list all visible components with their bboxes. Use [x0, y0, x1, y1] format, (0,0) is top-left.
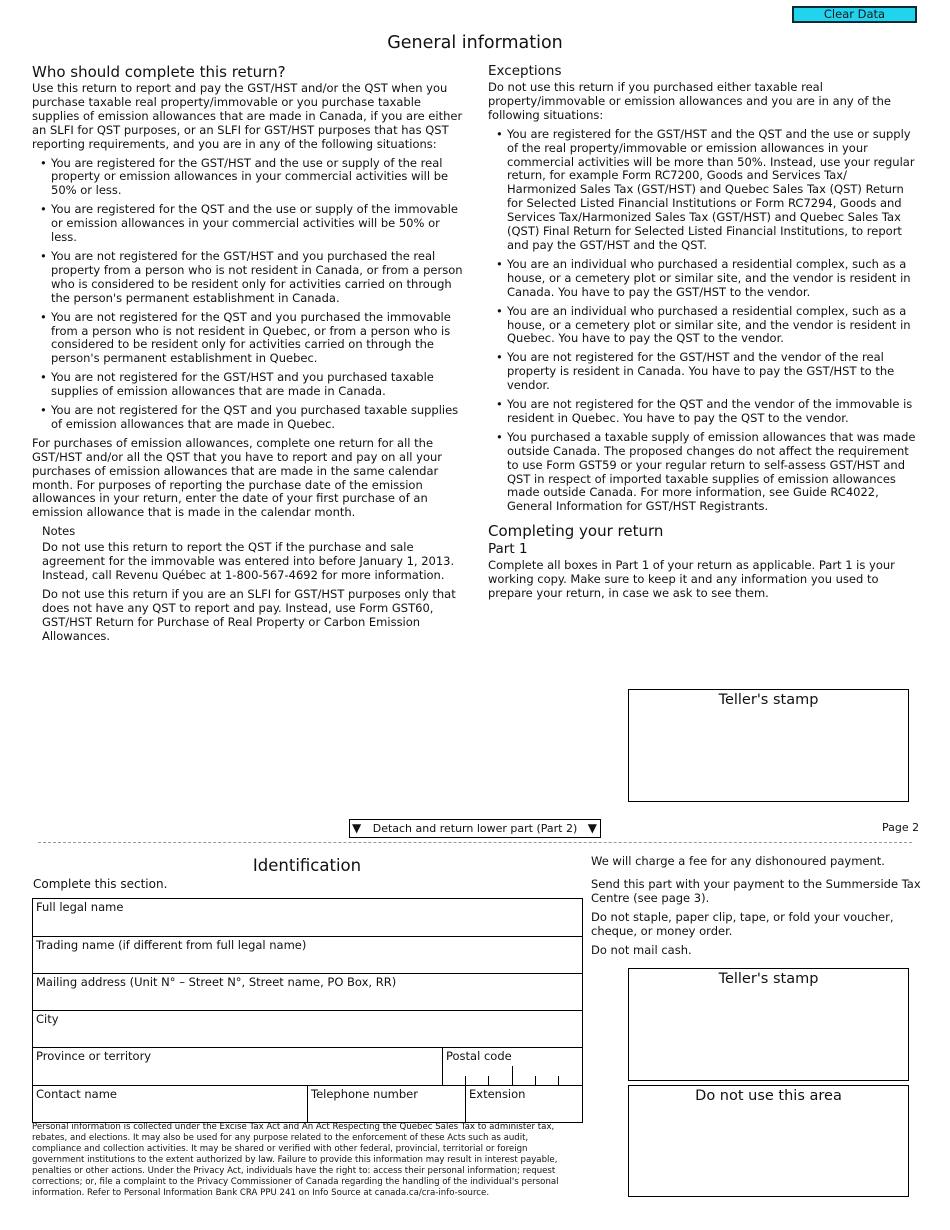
bullet-icon: • [496, 256, 503, 271]
legal-name-field[interactable] [33, 899, 582, 937]
extension-label: Extension [469, 1087, 526, 1101]
list-item: • You are not registered for the QST and you purchased the immovable from a person who is not resident in Quebec, or from a person who is considered to be resident only for activities carried on through the person's permanent establishment in Quebec. [40, 309, 451, 366]
mailing-address-label: Mailing address (Unit N° – Street N°, Street name, PO Box, RR) [36, 975, 397, 989]
do-not-staple-text: Do not staple, paper clip, tape, or fold your voucher, cheque, or money order. [591, 910, 894, 938]
city-label: City [36, 1012, 59, 1026]
teller-stamp-label: Teller's stamp [718, 692, 819, 708]
list-item: • You are an individual who purchased a residential complex, such as a house, or a cemetery plot or similar site, and the vendor is resident in Quebec. You have to pay the QST to the vendor. [496, 303, 911, 346]
do-not-use-label: Do not use this area [695, 1088, 842, 1104]
contact-row [33, 1086, 582, 1123]
teller-stamp-box-top [628, 689, 909, 802]
identification-title: Identification [252, 856, 362, 875]
cut-line [38, 842, 912, 843]
identification-form [32, 898, 583, 1123]
bullet-icon: • [40, 403, 47, 418]
page-title: General information [387, 33, 563, 53]
exceptions-heading: Exceptions [488, 63, 562, 79]
note-slfi-gst60: Do not use this return if you are an SLFI for GST/HST purposes only that does not have any QST to report and pay. Instead, use Form GST60, GST/HST Return for Purchase of Real Property or Carbon Emission Allowances. [42, 586, 456, 643]
teller-stamp-box-bottom [628, 968, 909, 1081]
note-qst-before-2013: Do not use this return to report the QST if the purchase and sale agreement for the immovable was entered into before January 1, 2013. Instead, call Revenu Québec at 1-800-567-4692 for more information. [42, 540, 455, 582]
list-item: • You are not registered for the QST and you purchased taxable supplies of emission allowances that are made in Quebec. [40, 403, 459, 431]
completing-return-heading: Completing your return [488, 522, 664, 541]
dishonoured-fee-text: We will charge a fee for any dishonoured payment. [591, 854, 885, 868]
who-should-complete-heading: Who should complete this return? [32, 63, 286, 81]
postal-code-divider [512, 1066, 513, 1085]
bullet-icon: • [496, 350, 503, 365]
list-item: • You are registered for the GST/HST and the use or supply of the real property or emission allowances in your commercial activities will be 50% or less. [40, 155, 449, 198]
postal-code-divider [558, 1076, 559, 1085]
postal-code-divider [535, 1076, 536, 1085]
postal-code-field[interactable] [443, 1048, 582, 1085]
detach-instruction [349, 819, 601, 838]
exceptions-list [488, 128, 916, 515]
payment-instructions [591, 854, 921, 962]
bullet-icon: • [496, 429, 503, 444]
province-label: Province or territory [36, 1049, 152, 1063]
list-item: • You are registered for the GST/HST and the QST and the use or supply of the real property/immovable or emission allowances in your commercial activities will be more than 50%. Instead, use your regular return, for example Form RC7200, Goods and Services Tax/ Harmonized Sales Tax (GST/HST) and Quebec Sales Tax (QST) Return for Selected Listed Financial Institutions or Form RC7294, Goods and Services Tax/Harmonized Sales Tax (GST/HST) and Quebec Sales Tax (QST) Final Return for Selected Listed Financial Institutions, to report and pay the GST/HST and the QST. [496, 126, 915, 252]
postal-code-label: Postal code [446, 1049, 512, 1063]
trading-name-label: Trading name (if different from full legal name) [36, 938, 307, 952]
part1-text: Complete all boxes in Part 1 of your return as applicable. Part 1 is your working copy. Make sure to keep it and any information you used to prepare your return, in case we ask to see them. [488, 558, 895, 601]
clear-data-button[interactable]: Clear Data [792, 6, 917, 23]
list-item: • You are not registered for the GST/HST and you purchased the real property from a person who is not resident in Canada, or from a person who is considered to be resident only for activities carried on through the person's permanent establishment in Canada. [40, 248, 463, 305]
do-not-use-area [628, 1085, 909, 1197]
list-item: • You are registered for the QST and the use or supply of the immovable or emission allowances in your commercial activities will be 50% or less. [40, 202, 458, 245]
list-item: • You are not registered for the GST/HST and you purchased taxable supplies of emission allowances that are made in Canada. [40, 370, 434, 399]
bullet-icon: • [40, 155, 47, 170]
bullet-icon: • [40, 202, 47, 217]
emission-allowances-paragraph: For purchases of emission allowances, complete one return for all the GST/HST and/or all the QST that you have to report and pay on all your purchases of emission allowances that are made in the same calendar month. For purposes of reporting the purchase date of the emission allowances in your return, enter the date of your first purchase of an emission allowance that is made in the calendar month. [32, 435, 442, 520]
identification-subtitle: Complete this section. [33, 877, 168, 891]
list-item: • You are not registered for the QST and the vendor of the immovable is resident in Quebec. You have to pay the QST to the vendor. [496, 397, 913, 425]
telephone-field[interactable] [308, 1086, 466, 1123]
city-field[interactable] [33, 1011, 582, 1048]
left-column [32, 63, 464, 649]
postal-code-divider [465, 1076, 466, 1085]
notes-section [32, 525, 464, 643]
intro-paragraph: Use this return to report and pay the GST/HST and/or the QST when you purchase taxable real property/immovable or you purchase taxable supplies of emission allowances that are made in Canada, if you are either an SLFI for QST purposes, or an SLFI for GST/HST purposes that has QST reporting requirements, and you are in any of the following situations: [32, 81, 463, 151]
situations-list [32, 157, 464, 432]
bullet-icon: • [496, 126, 503, 141]
list-item: • You purchased a taxable supply of emission allowances that was made outside Canada. The proposed changes do not affect the requirement to use Form GST59 or your regular return to self-assess GST/HST and QST in respect of imported taxable supplies of emission allowances made outside Canada. For more information, see Guide RC4022, General Information for GST/HST Registrants. [496, 429, 916, 514]
detach-label: Detach and return lower part (Part 2) [372, 822, 578, 835]
legal-name-label: Full legal name [36, 900, 124, 914]
right-column [488, 63, 916, 606]
bullet-icon: • [496, 397, 503, 412]
contact-name-label: Contact name [36, 1087, 118, 1101]
bullet-icon: • [496, 303, 503, 318]
exceptions-intro: Do not use this return if you purchased either taxable real property/immovable or emission allowances and you are in any of the following situations: [488, 80, 892, 122]
bullet-icon: • [40, 309, 47, 324]
bullet-icon: • [40, 370, 47, 385]
extension-field[interactable] [466, 1086, 582, 1123]
province-field[interactable] [33, 1048, 443, 1085]
arrow-down-icon: ▼ [352, 821, 362, 835]
page-number: Page 2 [882, 821, 920, 834]
bullet-icon: • [40, 248, 47, 263]
part1-heading: Part 1 [488, 541, 528, 558]
mailing-address-field[interactable] [33, 974, 582, 1011]
notes-heading: Notes [42, 524, 76, 539]
trading-name-field[interactable] [33, 937, 582, 974]
arrow-down-icon: ▼ [587, 821, 597, 835]
send-to-text: Send this part with your payment to the Summerside Tax Centre (see page 3). [591, 877, 921, 905]
list-item: • You are not registered for the GST/HST and the vendor of the real property is resident in Canada. You have to pay the GST/HST to the vendor. [496, 350, 895, 393]
province-postal-row [33, 1048, 582, 1086]
contact-name-field[interactable] [33, 1086, 308, 1123]
postal-code-divider [488, 1076, 489, 1085]
list-item: • You are an individual who purchased a residential complex, such as a house, or a cemetery plot or similar site, and the vendor is resident in Canada. You have to pay the GST/HST to the vendor. [496, 256, 911, 299]
teller-stamp-label: Teller's stamp [718, 971, 819, 987]
telephone-label: Telephone number [311, 1087, 418, 1101]
do-not-mail-cash-text: Do not mail cash. [591, 943, 692, 957]
privacy-notice: Personal information is collected under the Excise Tax Act and An Act Respecting the Québec Sales Tax to administer tax, rebates, and elections. It may also be used for any purpose related to the enforcement of these Acts such as audit, compliance and collection activities. It may be shared or verified with other federal, provincial, territorial or foreign government institutions to the extent authorized by law. Failure to provide this information may result in interest payable, penalties or other actions. Under the Privacy Act, individuals have the right to: access their personal information; request corrections; or, file a complaint to the Privacy Commissioner of Canada regarding the handling of the individual's personal information. Refer to Personal Information Bank CRA PPU 241 on Info Source at canada.ca/cra-info-source. [32, 1122, 559, 1198]
